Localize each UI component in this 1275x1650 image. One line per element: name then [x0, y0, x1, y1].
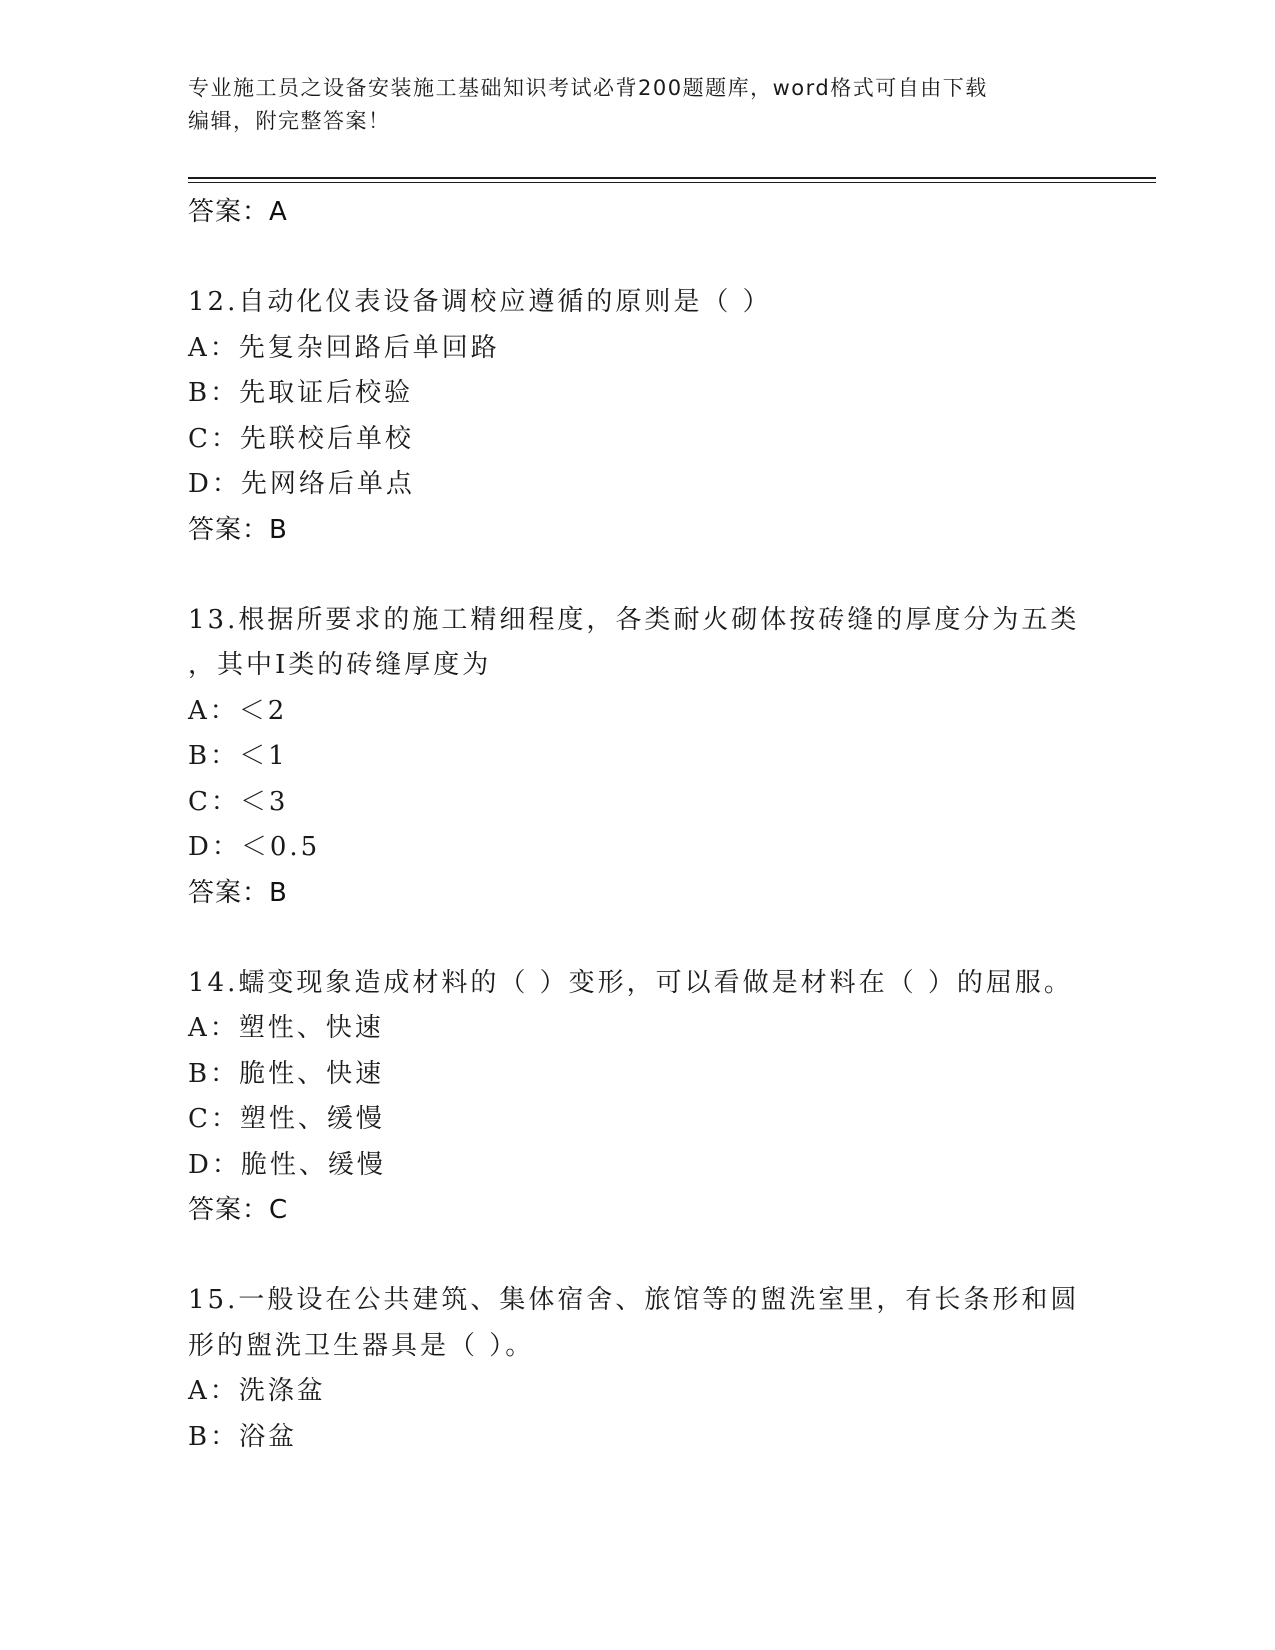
- option-d: D：＜0.5: [188, 832, 321, 862]
- option-b: B：浴盆: [188, 1421, 298, 1452]
- question-number: 13.: [188, 604, 239, 635]
- question-block: [188, 961, 1156, 1234]
- option-a: A：＜2: [188, 695, 288, 726]
- answer-line: 答案：C: [188, 1195, 289, 1225]
- spacer: [188, 553, 1156, 598]
- header-line-2: 编辑，附完整答案！: [188, 109, 391, 133]
- answer-line: 答案：B: [188, 877, 288, 908]
- document-header: [188, 72, 1088, 138]
- question-text: [188, 1278, 1156, 1324]
- question-number: 15.: [188, 1285, 239, 1315]
- question-block: [188, 280, 1156, 553]
- option-a: A：洗涤盆: [188, 1376, 326, 1406]
- question-text: [188, 280, 1156, 326]
- option-c: C：＜3: [188, 786, 289, 817]
- question-block: [188, 1278, 1156, 1460]
- header-line-1: 专业施工员之设备安装施工基础知识考试必背200题题库，word格式可自由下载: [188, 76, 988, 100]
- option-b: B：脆性、快速: [188, 1058, 385, 1089]
- option-a: A：塑性、快速: [188, 1013, 384, 1043]
- option-c: C：先联校后单校: [188, 423, 414, 454]
- question-text-continued: ，其中Ⅰ类的砖缝厚度为: [188, 650, 492, 680]
- option-c: C：塑性、缓慢: [188, 1104, 385, 1134]
- option-d: D：先网络后单点: [188, 469, 415, 499]
- question-text-line: 根据所要求的施工精细程度，各类耐火砌体按砖缝的厚度分为五类: [238, 604, 1080, 635]
- question-block: [188, 598, 1156, 916]
- question-text-line: 蠕变现象造成材料的（ ）变形，可以看做是材料在（ ）的屈服。: [238, 967, 1073, 998]
- spacer: [188, 1233, 1156, 1278]
- spacer: [188, 235, 1156, 280]
- option-b: B：先取证后校验: [188, 378, 414, 408]
- question-number: 14.: [188, 967, 239, 998]
- document-body: [188, 190, 1156, 1460]
- option-b: B：＜1: [188, 741, 288, 771]
- answer-line: 答案：A: [188, 197, 288, 227]
- question-number: 12.: [188, 287, 239, 317]
- header-divider-thin: [188, 182, 1156, 183]
- option-d: D：脆性、缓慢: [188, 1149, 386, 1180]
- header-divider-thick: [188, 177, 1156, 179]
- option-a: A：先复杂回路后单回路: [188, 332, 500, 363]
- answer-line: 答案：B: [188, 514, 288, 545]
- question-text-continued: 形的盥洗卫生器具是（ ）。: [188, 1330, 535, 1361]
- question-text: [188, 598, 1156, 644]
- question-text-line: 自动化仪表设备调校应遵循的原则是（ ）: [238, 287, 772, 317]
- question-text-line: 一般设在公共建筑、集体宿舍、旅馆等的盥洗室里，有长条形和圆: [238, 1285, 1080, 1315]
- spacer: [188, 916, 1156, 961]
- question-text: [188, 961, 1156, 1007]
